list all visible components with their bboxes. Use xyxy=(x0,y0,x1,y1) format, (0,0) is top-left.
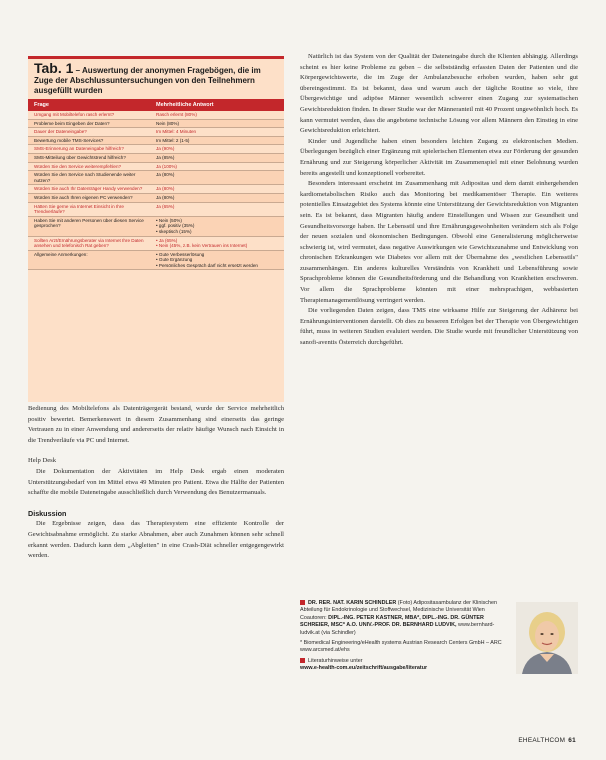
table-cell-answer: Ja (90%) xyxy=(156,146,175,152)
table-cell-question: Haben Sie mit anderen Personen über diesen Service gesprochen? xyxy=(34,217,144,229)
table-row xyxy=(28,137,284,146)
table-header-question: Frage xyxy=(34,102,49,108)
table-cell-question: Sollten Arzt/Ernährungsberater via Internet Ihre Daten ansehen und telefonisch Rat geben? xyxy=(34,237,144,249)
table-cell-answer: Ja (65%) xyxy=(156,203,175,209)
table-cell-question: Hätten Sie gerne via Internet Einsicht in Ihre Trendverläufe? xyxy=(34,203,124,215)
table-cell-answer: Im Mittel: 2 (1-5) xyxy=(156,137,190,143)
table-row xyxy=(28,237,284,251)
table-cell-answer: Nein (80%) xyxy=(156,120,179,126)
left-column xyxy=(28,404,284,562)
author-affiliation: Adipositasambulanz der Klinischen Abteilung für Endokrinologie und Stoffwechsel, Medizinische Universität Wien xyxy=(300,600,497,614)
right-column xyxy=(300,52,578,349)
coauthors-web: www.bernhard-ludvik.at (via Schindler) xyxy=(300,622,495,636)
table-body xyxy=(28,111,284,270)
table-cell-question: SMS-Erinnerung an Dateneingabe hilfreich? xyxy=(34,146,124,152)
coauthors-names: DIPL.-ING. PETER KASTNER, MBA*, DIPL.-ING. DR. GÜNTER SCHREIER, MSC* A.O. UNIV.-PROF. DR. BERNHARD LUDVIK, xyxy=(300,614,484,629)
square-bullet-icon xyxy=(300,658,305,663)
table-cell-answer: Ja (80%) xyxy=(156,194,175,200)
author-box xyxy=(300,600,578,718)
right-paragraph-2: Kinder und Jugendliche haben einen besonders leichten Zugang zu elektronischen Medien. Überlegungen bezüglich einer Ergänzung mit spielerischen Elementen etwa zur Förderung der gesunden Ernährung und zur Steigerung körperlicher Aktivität im Zusammenspiel mit einer Belohnung wurden bereits angestellt und konzeptionell vorbereitet. xyxy=(300,137,578,177)
left-paragraph-3: Die Ergebnisse zeigen, dass das Therapiesystem eine effiziente Kontrolle der Gewichtsabnahme ermöglicht. Zu starke Abnahmen, aber auch Zunahmen können sehr schnell erkannt werden. Dadurch kann dem „Abgleiten" in eine Crash-Diät schneller entgegengewirkt werden. xyxy=(28,520,284,560)
literature-label: Literaturhinweise unter xyxy=(308,657,363,664)
table-cell-answer: • Gute Verbesserlösung • Gute Ergänzung • Persönliches Gespräch darf nicht ersetzt werden xyxy=(156,251,258,268)
author-name: DR. RER. NAT. KARIN SCHINDLER xyxy=(308,600,397,606)
table-cell-question: Probleme beim Eingeben der Daten? xyxy=(34,120,110,126)
table-cell-question: Allgemeine Anmerkungen: xyxy=(34,251,88,257)
help-desk-label: Help Desk xyxy=(28,457,57,465)
table-row xyxy=(28,120,284,129)
table-header-answer: Mehrheitliche Antwort xyxy=(156,102,214,108)
table-cell-answer: • Ja (65%) • Nein (45%, z.B. kein Vertrauen ins Internet) xyxy=(156,237,248,249)
table-title xyxy=(28,59,284,99)
table-dash: – xyxy=(73,66,83,75)
table-cell-answer: Ja (80%) xyxy=(156,172,175,178)
table-row xyxy=(28,203,284,217)
section-heading-diskussion: Diskussion xyxy=(28,508,67,518)
table-row xyxy=(28,163,284,172)
table-cell-question: Bewertung mobile TMS-Services? xyxy=(34,137,104,143)
author-photo-label: (Foto) xyxy=(397,600,413,606)
right-paragraph-4: Die vorliegenden Daten zeigen, dass TMS eine wirksame Hilfe zur Steigerung der Adhärenz bei Ernährungsinterventionen darstellt. Ob dies zu besseren Erfolgen bei der Therapie von Übergewichtigen führt, muss in weiteren Studien evaluiert werden. Die Studie wurde mit freundlicher Unterstützung von sanofi-aventis Österreich durchgeführt. xyxy=(300,307,578,347)
table-header-row xyxy=(28,99,284,111)
table-row xyxy=(28,154,284,163)
table-cell-answer: Rasch erlernt (80%) xyxy=(156,112,197,117)
right-paragraph-1: Natürlich ist das System von der Qualität der Dateneingabe durch die Klienten abhängig. Allerdings scheint es hier keine Probleme zu geben – die selbstständig erfassten Daten der Patienten und die Körpergewichtswerte, die im Zuge der Ambulanzbesuche erhoben wurden, haben sehr gut übereingestimmt. Es ist bekannt, dass und warum auch der tägliche Routine so viele, ihre Übergewichtige und adipöse Männer wesentlich schwerer einen Zugang zur systematischen Gewichtsreduktion finden. In dieser Studie war der Männeranteil mit 40 Prozent ungewöhnlich hoch. Es kann vermutet werden, dass die angebotene technische Lösung vor allem Männern den Einstieg in eine Gewichtsreduktion erleichtert. xyxy=(300,53,578,135)
survey-table xyxy=(28,56,284,402)
left-paragraph-1: Bedienung des Mobiltelefons als Datenträgergerät bestand, wurde der Service mehrheitlich positiv bewertet. Bemerkenswert in diesem Zusammenhang sind einerseits das geringe Vertrauen zu in einer Anwendung und andererseits der relativ häufige Wunsch nach Einsicht in die Trendverläufe via PC und Internet. xyxy=(28,405,284,444)
table-row xyxy=(28,171,284,185)
table-cell-question: Würden Sie den Service weiterempfehlen? xyxy=(34,163,122,169)
table-row xyxy=(28,145,284,154)
magazine-name: EHEALTHCOM xyxy=(518,737,566,744)
table-row xyxy=(28,194,284,203)
table-cell-answer: Im Mittel: 4 Minuten xyxy=(156,129,197,135)
table-cell-question: Würden Sie auch Ihr Datenträger Handy verwenden? xyxy=(34,186,143,192)
table-cell-question: Würden Sie den Service nach Studienende weiter nutzen? xyxy=(34,172,136,183)
table-cell-question: Umgang mit Mobiltelefon rasch erlernt? xyxy=(34,112,115,117)
table-cell-answer: Ja (80%) xyxy=(156,186,175,192)
table-row xyxy=(28,111,284,120)
table-row xyxy=(28,251,284,271)
portrait-image-icon xyxy=(516,602,578,674)
author-photo xyxy=(516,602,578,674)
table-cell-question: Würden Sie auch Ihren eigenen PC verwenden? xyxy=(34,194,133,200)
coauthors-label: Coautoren: xyxy=(300,614,327,621)
author-text xyxy=(300,600,512,673)
table-cell-answer: Ja (85%) xyxy=(156,154,175,160)
table-number: Tab. 1 xyxy=(34,60,74,76)
table-row xyxy=(28,217,284,237)
table-row xyxy=(28,128,284,137)
right-paragraph-3: Besonders interessant erscheint im Zusammenhang mit Adipositas und dem damit einhergehenden kardiometabolischen Risiko auch das Monitoring bei medikamentöser Therapie. Ein weiteres potentielles Einsatzgebiet des Systems könnte eine Unterstützung der Gewichtsreduktion von Migranten sein. Es ist bekannt, dass Migranten häufig andere Einstellungen und Wissen zur Gesundheit und Gesundheitsvorsorge haben. Ihr Lebensstil und ihre Ernährungsgewohnheiten verändern sich als Folge der neuen sozialen und ökonomischen Bedingungen. Obwohl eine Generalisierung möglicherweise schwierig ist, wird vermutet, dass negative Auswirkungen wie Gewichtszunahme und Entwicklung von chronischen Erkrankungen wie Diabetes vor allem mit der Übernahme des „westlichen Lebensstils" zusammenhängen. Ein anderes kulturelles Verständnis von Krankheit und Lebensführung sowie Sprachprobleme können die Gesundheitsförderung und die Behandlung von Krankheiten erschweren. Vor allem die Sprachprobleme könnten mit einer mehrsprachigen, webbasierten Therapiemanagementlösung verringert werden. xyxy=(300,180,578,304)
table-cell-question: Dauer der Dateneingabe? xyxy=(34,129,87,135)
page-number: 61 xyxy=(568,737,576,744)
literature-link[interactable]: www.e-health-com.eu/zeitschrift/ausgabe/literatur xyxy=(300,665,428,672)
table-cell-question: SMS-Mitteilung über Gewichtstrend hilfreich? xyxy=(34,154,126,160)
square-bullet-icon xyxy=(300,600,305,605)
left-paragraph-2: Die Dokumentation der Aktivitäten im Help Desk ergab einen moderaten Unterstützungsbedarf von im Mittel etwa 49 Minuten pro Patient. Etwa die Hälfte der Patienten schaffte die mobile Dateneingabe ausschließlich durch Verwendung des Benutzermanuals. xyxy=(28,467,284,497)
table-caption: Auswertung der anonymen Fragebögen, die im Zuge der Abschlussuntersuchungen von den Teilnehmern ausgefüllt wurden xyxy=(34,66,261,95)
page-footer xyxy=(518,737,576,744)
literature-note xyxy=(300,658,512,673)
table-row xyxy=(28,185,284,194)
table-cell-answer: Ja (100%) xyxy=(156,163,177,169)
table-cell-answer: • Nein (50%) • ggf. positiv (35%) • skeptisch (15%) xyxy=(156,217,195,234)
arc-affiliation: * Biomedical Engineering/eHealth systems Austrian Research Centers GmbH – ARC www.arcsmed.at/ehs xyxy=(300,640,502,654)
